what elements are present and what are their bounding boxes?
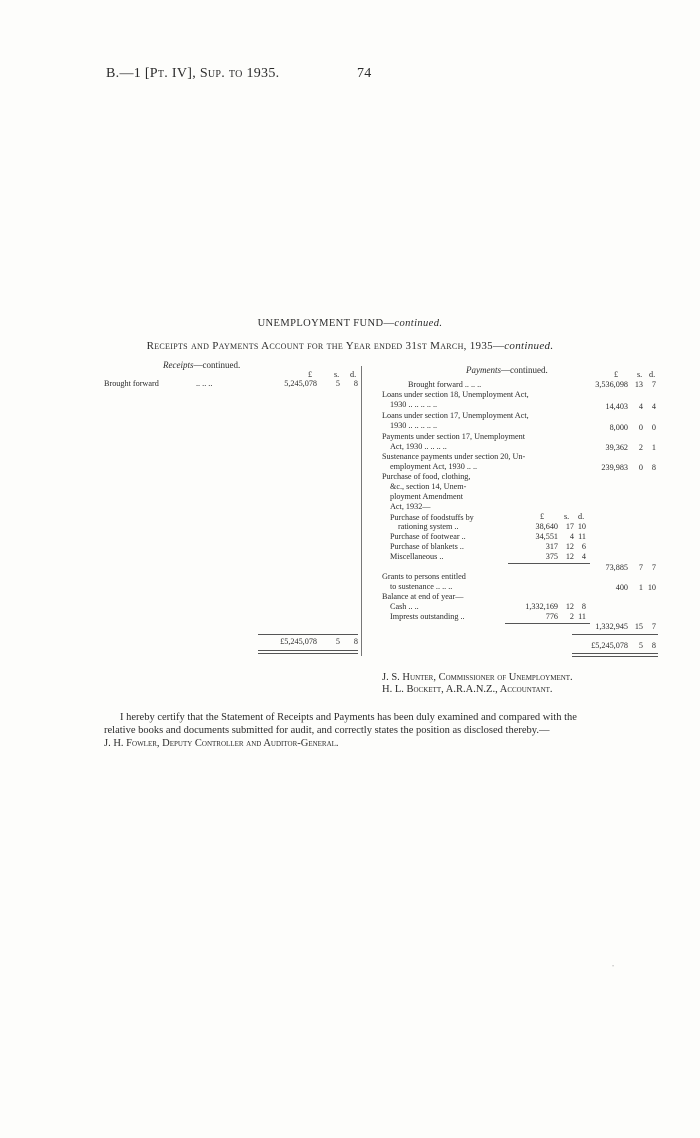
purchase-foodstuffs-line2: rationing system .. bbox=[398, 522, 459, 531]
purchase-footwear-pounds: 34,551 bbox=[535, 532, 558, 541]
purchase-miscellaneous-label: Miscellaneous .. bbox=[390, 552, 444, 561]
payments-col-pound: £ bbox=[614, 370, 619, 379]
receipts-bf-s: 5 bbox=[335, 379, 340, 388]
payments-sustenance-line2: employment Act, 1930 .. .. bbox=[390, 462, 478, 471]
receipts-bf-d: 8 bbox=[353, 379, 358, 388]
receipts-col-d: d. bbox=[350, 370, 357, 379]
purchase-blankets-s: 12 bbox=[565, 542, 574, 551]
page-number: 74 bbox=[357, 66, 372, 81]
receipts-total-s: 5 bbox=[335, 637, 340, 646]
payments-sustenance-d: 8 bbox=[651, 463, 656, 472]
paper-speck: • bbox=[612, 964, 615, 970]
signature-commissioner: J. S. Hunter, Commissioner of Unemployment. bbox=[382, 672, 573, 683]
receipts-total-rule bbox=[258, 634, 358, 635]
grants-line2: to sustenance .. .. .. bbox=[390, 582, 453, 591]
purchase-foodstuffs-s: 17 bbox=[565, 522, 574, 531]
certificate-signature: J. H. Fowler, Deputy Controller and Auditor-General. bbox=[104, 738, 339, 749]
receipts-total-double-rule-2 bbox=[258, 653, 358, 654]
purchase-heading-line3: ployment Amendment bbox=[390, 492, 463, 501]
balance-total-s: 15 bbox=[634, 622, 643, 631]
receipts-col-pound: £ bbox=[308, 370, 313, 379]
fund-title: UNEMPLOYMENT FUND—continued. bbox=[257, 318, 443, 329]
payments-heading: Payments—continued. bbox=[466, 365, 548, 375]
payments-loans-17-line2: 1930 .. .. .. .. .. bbox=[390, 421, 438, 430]
receipts-heading: Receipts—continued. bbox=[163, 360, 241, 370]
purchase-blankets-pounds: 317 bbox=[545, 542, 558, 551]
balance-heading: Balance at end of year— bbox=[382, 592, 464, 601]
payments-brought-forward-label: Brought forward .. .. .. bbox=[408, 380, 482, 389]
payments-sustenance-pounds: 239,983 bbox=[601, 463, 628, 472]
purchase-footwear-label: Purchase of footwear .. bbox=[390, 532, 466, 541]
receipts-bf-pounds: 5,245,078 bbox=[284, 379, 317, 388]
payments-section-17-line1: Payments under section 17, Unemployment bbox=[382, 432, 526, 441]
purchase-heading-line2: &c., section 14, Unem- bbox=[390, 482, 467, 491]
payments-section-17-d: 1 bbox=[651, 443, 656, 452]
payments-loans-17-pounds: 8,000 bbox=[609, 423, 628, 432]
receipts-brought-forward-label: Brought forward bbox=[104, 379, 159, 388]
purchase-blankets-d: 6 bbox=[581, 542, 586, 551]
grants-s: 1 bbox=[638, 583, 643, 592]
payments-total-pounds: £5,245,078 bbox=[591, 641, 628, 650]
signature-accountant: H. L. Bockett, A.R.A.N.Z., Accountant. bbox=[382, 684, 553, 695]
certificate-line1: I hereby certify that the Statement of Receipts and Payments has been duly examined and compared with the bbox=[120, 712, 577, 723]
purchase-footwear-d: 11 bbox=[578, 532, 586, 541]
payments-col-d: d. bbox=[649, 370, 656, 379]
payments-section-17-pounds: 39,362 bbox=[605, 443, 628, 452]
receipts-total-double-rule-1 bbox=[258, 650, 358, 651]
grants-pounds: 400 bbox=[615, 583, 628, 592]
grants-line1: Grants to persons entitled bbox=[382, 572, 466, 581]
payments-bf-s: 13 bbox=[634, 380, 643, 389]
column-divider bbox=[361, 366, 362, 656]
payments-loans-17-s: 0 bbox=[638, 423, 643, 432]
payments-loans-18-s: 4 bbox=[638, 402, 643, 411]
purchase-footwear-s: 4 bbox=[569, 532, 574, 541]
purchase-total-pounds: 73,885 bbox=[605, 563, 628, 572]
balance-cash-d: 8 bbox=[581, 602, 586, 611]
receipts-leaders: .. .. .. bbox=[196, 379, 213, 388]
purchase-col-s: s. bbox=[564, 512, 570, 521]
purchase-miscellaneous-s: 12 bbox=[565, 552, 574, 561]
payments-total-s: 5 bbox=[638, 641, 643, 650]
certificate-line2: relative books and documents submitted for audit, and correctly states the position as disclosed thereby.— bbox=[104, 725, 550, 736]
payments-sustenance-line1: Sustenance payments under section 20, Un- bbox=[382, 452, 526, 461]
payments-section-17-s: 2 bbox=[638, 443, 643, 452]
receipts-total-pounds: £5,245,078 bbox=[280, 637, 317, 646]
payments-loans-18-pounds: 14,403 bbox=[605, 402, 628, 411]
payments-loans-17-line1: Loans under section 17, Unemployment Act, bbox=[382, 411, 529, 420]
page-reference: B.—1 [Pt. IV], Sup. to 1935. bbox=[106, 66, 280, 81]
purchase-miscellaneous-pounds: 375 bbox=[545, 552, 558, 561]
grants-d: 10 bbox=[647, 583, 656, 592]
payments-total-d: 8 bbox=[651, 641, 656, 650]
purchase-total-s: 7 bbox=[638, 563, 643, 572]
payments-loans-18-line2: 1930 .. .. .. .. .. bbox=[390, 400, 438, 409]
payments-section-17-line2: Act, 1930 .. .. .. .. bbox=[390, 442, 447, 451]
payments-sustenance-s: 0 bbox=[638, 463, 643, 472]
balance-cash-pounds: 1,332,169 bbox=[525, 602, 558, 611]
account-title: Receipts and Payments Account for the Year ended 31st March, 1935—continued. bbox=[146, 340, 554, 352]
payments-loans-18-line1: Loans under section 18, Unemployment Act, bbox=[382, 390, 529, 399]
balance-total-d: 7 bbox=[651, 622, 656, 631]
payments-total-double-rule-2 bbox=[572, 656, 658, 657]
purchase-foodstuffs-d: 10 bbox=[577, 522, 586, 531]
purchase-foodstuffs-line1: Purchase of foodstuffs by bbox=[390, 513, 474, 522]
balance-cash-s: 12 bbox=[565, 602, 574, 611]
receipts-col-s: s. bbox=[334, 370, 340, 379]
balance-cash-label: Cash .. .. bbox=[390, 602, 419, 611]
balance-total-pounds: 1,332,945 bbox=[595, 622, 628, 631]
balance-imprests-s: 2 bbox=[569, 612, 574, 621]
payments-bf-pounds: 3,536,098 bbox=[595, 380, 628, 389]
purchase-heading-line4: Act, 1932— bbox=[390, 502, 431, 511]
receipts-total-d: 8 bbox=[353, 637, 358, 646]
purchase-total-d: 7 bbox=[651, 563, 656, 572]
payments-loans-18-d: 4 bbox=[651, 402, 656, 411]
purchase-heading-line1: Purchase of food, clothing, bbox=[382, 472, 471, 481]
purchase-col-pound: £ bbox=[540, 512, 545, 521]
balance-imprests-label: Imprests outstanding .. bbox=[390, 612, 465, 621]
payments-loans-17-d: 0 bbox=[651, 423, 656, 432]
purchase-foodstuffs-pounds: 38,640 bbox=[535, 522, 558, 531]
purchase-miscellaneous-d: 4 bbox=[581, 552, 586, 561]
balance-imprests-d: 11 bbox=[578, 612, 586, 621]
purchase-blankets-label: Purchase of blankets .. bbox=[390, 542, 464, 551]
payments-bf-d: 7 bbox=[651, 380, 656, 389]
balance-imprests-pounds: 776 bbox=[545, 612, 558, 621]
payments-col-s: s. bbox=[637, 370, 643, 379]
payments-total-rule bbox=[572, 634, 658, 635]
payments-total-double-rule-1 bbox=[572, 653, 658, 654]
purchase-col-d: d. bbox=[578, 512, 585, 521]
